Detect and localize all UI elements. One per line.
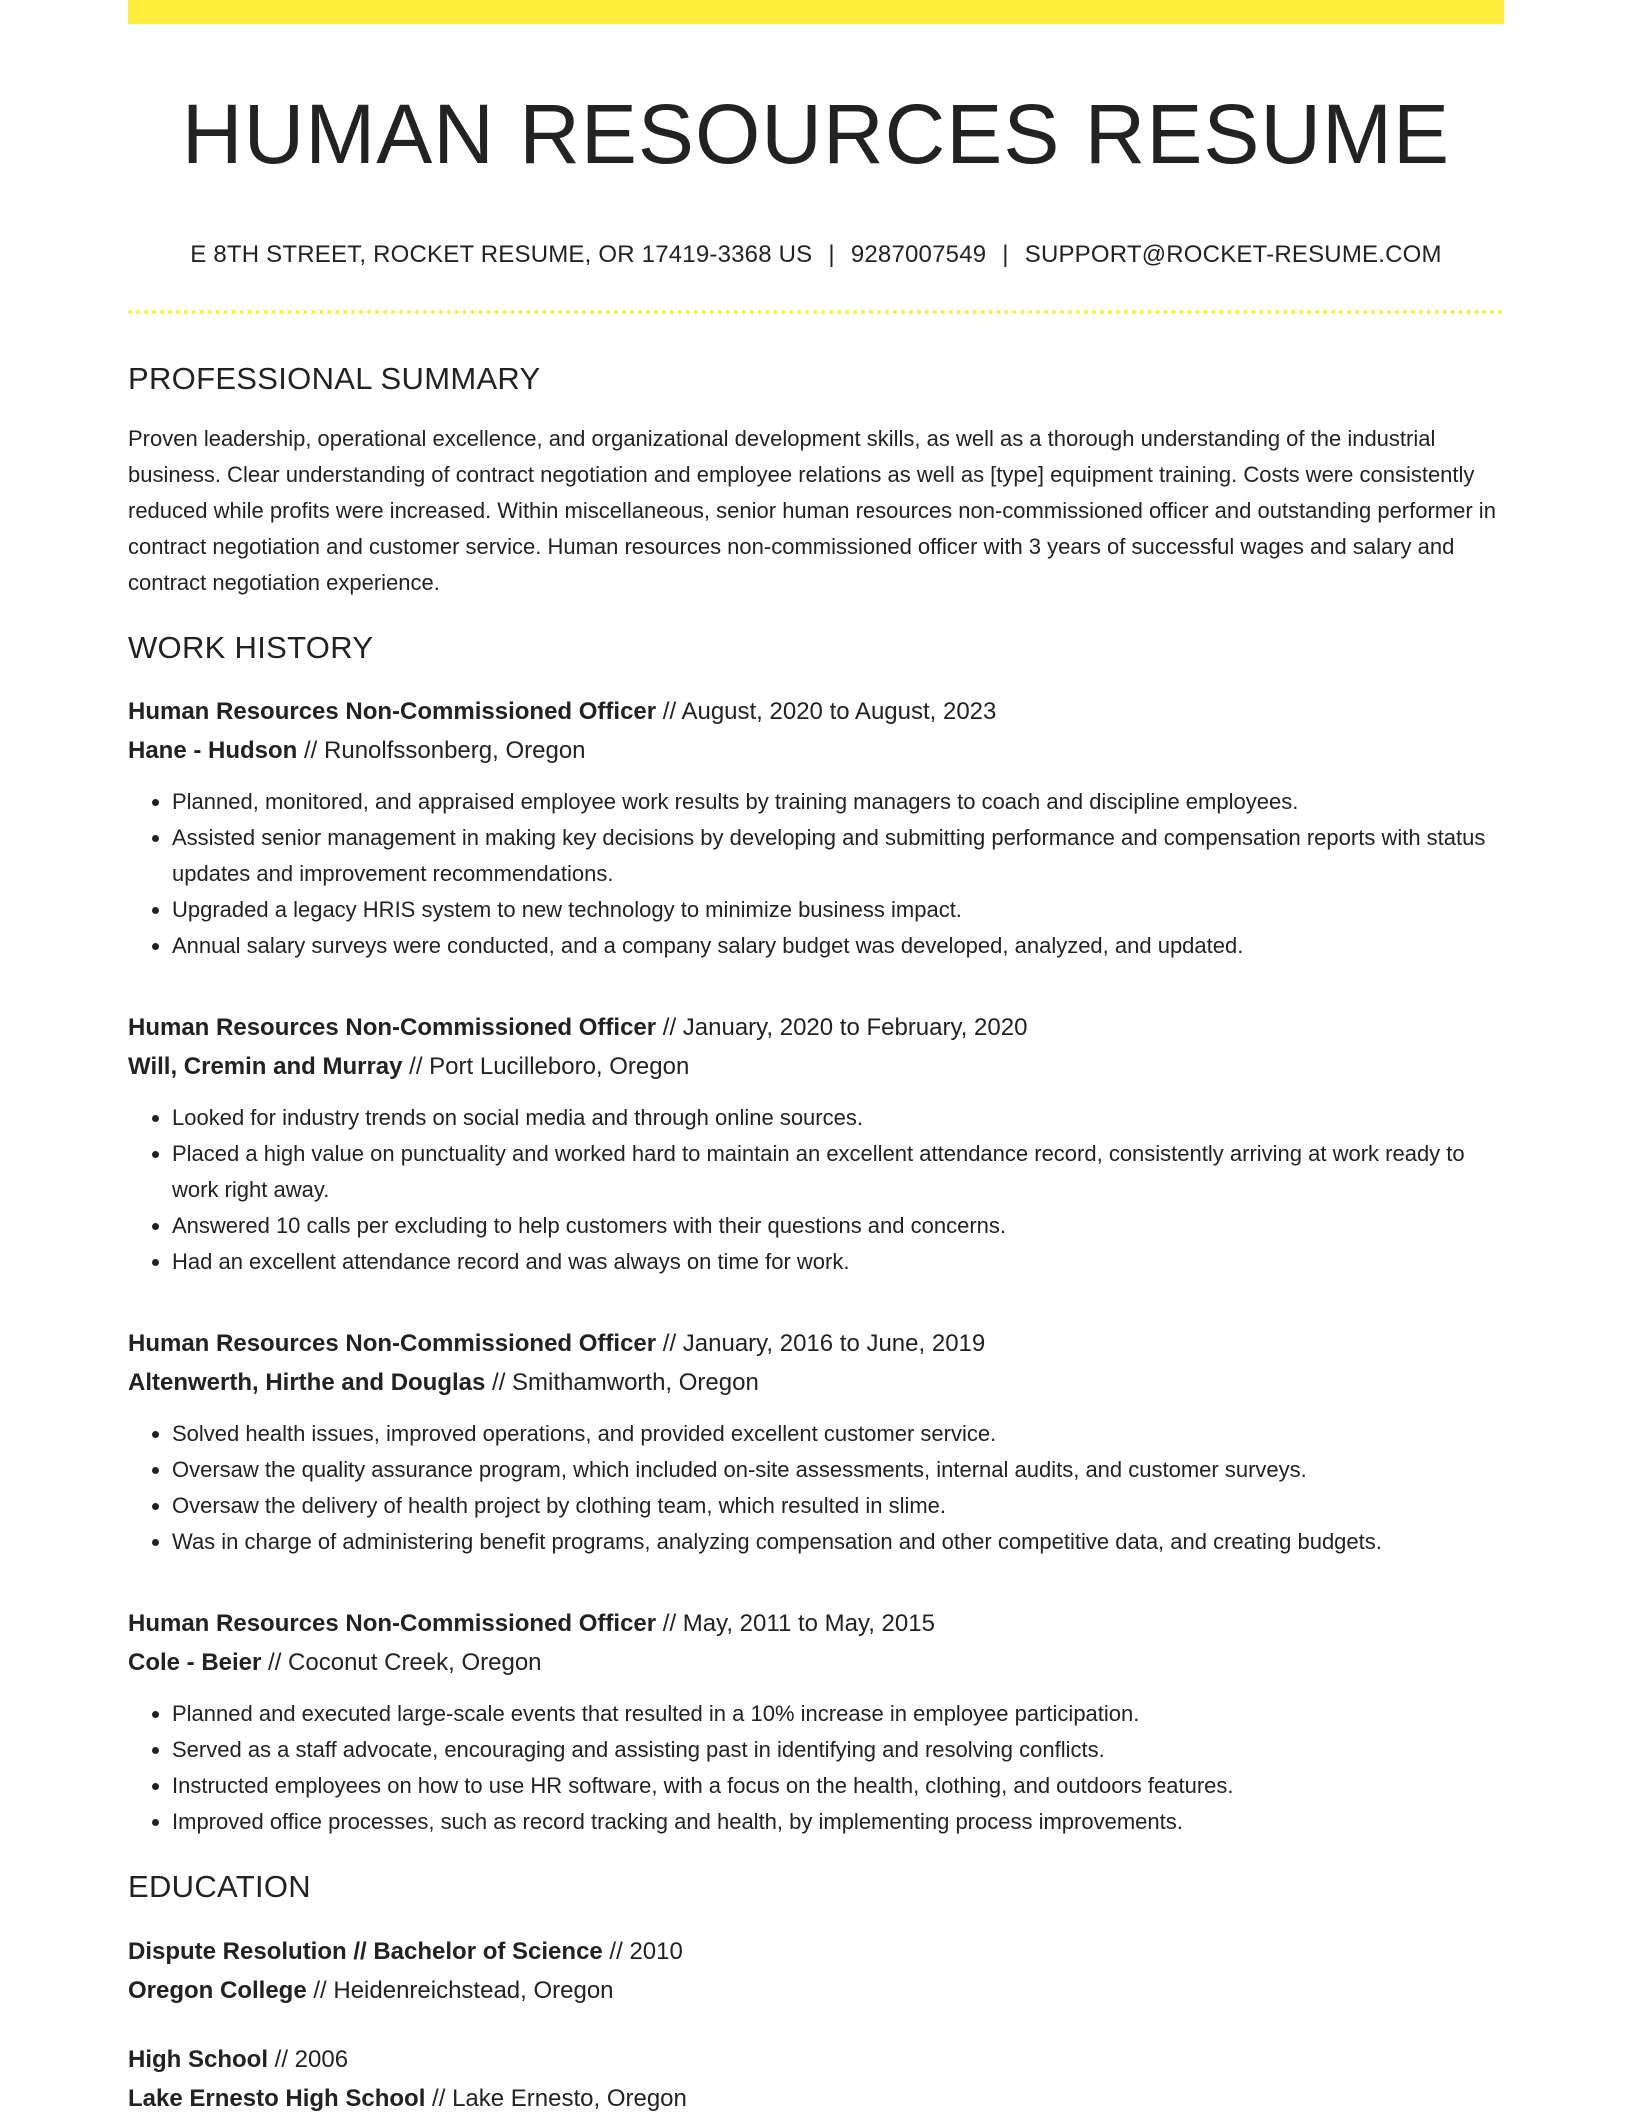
job-location: // Port Lucilleboro, Oregon <box>402 1053 690 1081</box>
job-location: // Runolfssonberg, Oregon <box>297 737 586 765</box>
job-bullets <box>128 1696 1504 1840</box>
job-company: Hane - Hudson <box>128 737 298 765</box>
job-bullet: • Solved health issues, improved operations, and provided excellent customer service. <box>172 1416 1504 1452</box>
job-entry <box>128 1008 1504 1280</box>
job-dates: // May, 2011 to May, 2015 <box>656 1610 935 1638</box>
education-degree: Dispute Resolution // Bachelor of Science <box>128 1937 603 1965</box>
job-company: Cole - Beier <box>128 1649 262 1677</box>
job-bullet: • Planned and executed large-scale events that resulted in a 10% increase in employee participation. <box>172 1696 1504 1732</box>
education-degree: High School <box>128 2045 268 2073</box>
education-school-line <box>128 1971 1504 2010</box>
job-bullet: • Looked for industry trends on social media and through online sources. <box>172 1100 1504 1136</box>
work-history-heading: WORK HISTORY <box>128 630 374 666</box>
education-school: Lake Ernesto High School <box>128 2084 426 2112</box>
job-title-line <box>128 1604 1504 1643</box>
job-title: Human Resources Non-Commissioned Officer <box>128 1014 657 1042</box>
job-title: Human Resources Non-Commissioned Officer <box>128 698 657 726</box>
education-school: Oregon College <box>128 1976 307 2004</box>
job-company-line <box>128 731 1504 770</box>
education-entry <box>128 1932 1504 2010</box>
education-year: // 2010 <box>602 1937 683 1965</box>
job-bullet: • Oversaw the quality assurance program, which included on-site assessments, internal audits, and customer surveys. <box>172 1452 1504 1488</box>
job-title-line <box>128 692 1504 731</box>
job-location: // Coconut Creek, Oregon <box>261 1649 542 1677</box>
job-title-line <box>128 1324 1504 1363</box>
job-company-line <box>128 1363 1504 1402</box>
job-bullet: • Upgraded a legacy HRIS system to new technology to minimize business impact. <box>172 892 1504 928</box>
job-bullet: • Improved office processes, such as record tracking and health, by implementing process improvements. <box>172 1804 1504 1840</box>
job-dates: // August, 2020 to August, 2023 <box>656 698 997 726</box>
job-entry <box>128 1324 1504 1560</box>
contact-line <box>128 239 1504 270</box>
job-entry <box>128 692 1504 964</box>
job-company: Altenwerth, Hirthe and Douglas <box>128 1369 486 1397</box>
education-location: // Heidenreichstead, Oregon <box>306 1976 614 2004</box>
contact-address: E 8TH STREET, ROCKET RESUME, OR 17419-3368 US <box>190 240 813 268</box>
resume-title: HUMAN RESOURCES RESUME <box>181 87 1451 181</box>
education-degree-line <box>128 2040 1504 2079</box>
education-entry <box>128 2040 1504 2118</box>
job-title: Human Resources Non-Commissioned Officer <box>128 1610 657 1638</box>
job-bullet: • Assisted senior management in making key decisions by developing and submitting performance and compensation reports with status updates and improvement recommendations. <box>172 820 1504 892</box>
education-heading: EDUCATION <box>128 1869 311 1905</box>
job-bullets <box>128 1100 1504 1280</box>
job-bullet: • Had an excellent attendance record and was always on time for work. <box>172 1244 1504 1280</box>
job-bullet: • Oversaw the delivery of health project by clothing team, which resulted in slime. <box>172 1488 1504 1524</box>
job-entry <box>128 1604 1504 1840</box>
education-degree-line <box>128 1932 1504 1971</box>
job-company: Will, Cremin and Murray <box>128 1053 403 1081</box>
job-company-line <box>128 1047 1504 1086</box>
accent-top-bar <box>128 0 1504 24</box>
job-bullet: • Answered 10 calls per excluding to help customers with their questions and concerns. <box>172 1208 1504 1244</box>
summary-heading: PROFESSIONAL SUMMARY <box>128 360 541 396</box>
job-company-line <box>128 1643 1504 1682</box>
contact-separator: | <box>1002 240 1009 268</box>
job-dates: // January, 2016 to June, 2019 <box>656 1330 986 1358</box>
job-bullet: • Was in charge of administering benefit programs, analyzing compensation and other competitive data, and creating budgets. <box>172 1524 1504 1560</box>
education-year: // 2006 <box>268 2045 349 2073</box>
job-bullets <box>128 784 1504 964</box>
education-location: // Lake Ernesto, Oregon <box>425 2084 687 2112</box>
contact-email: SUPPORT@ROCKET-RESUME.COM <box>1024 240 1442 268</box>
job-dates: // January, 2020 to February, 2020 <box>656 1014 1028 1042</box>
summary-text: Proven leadership, operational excellence, and organizational development skills, as well as a thorough understanding of the industrial business. Clear understanding of contract negotiation and employee relations as well as [type] equipment training. Costs were consistently reduced while profits were increased. Within miscellaneous, senior human resources non-commissioned officer and outstanding performer in contract negotiation and customer service. Human resources non-commissioned officer with 3 years of successful wages and salary and contract negotiation experience. <box>128 426 1496 596</box>
job-bullet: • Served as a staff advocate, encouraging and assisting past in identifying and resolving conflicts. <box>172 1732 1504 1768</box>
job-bullet: • Annual salary surveys were conducted, and a company salary budget was developed, analyzed, and updated. <box>172 928 1504 964</box>
job-location: // Smithamworth, Oregon <box>485 1369 759 1397</box>
resume-page <box>128 0 1504 2118</box>
job-title-line <box>128 1008 1504 1047</box>
job-bullet: • Instructed employees on how to use HR software, with a focus on the health, clothing, and outdoors features. <box>172 1768 1504 1804</box>
contact-phone: 9287007549 <box>850 240 987 268</box>
contact-separator: | <box>828 240 835 268</box>
job-bullet: • Placed a high value on punctuality and worked hard to maintain an excellent attendance record, consistently arriving at work ready to work right away. <box>172 1136 1504 1208</box>
job-bullets <box>128 1416 1504 1560</box>
job-bullet: • Planned, monitored, and appraised employee work results by training managers to coach and discipline employees. <box>172 784 1504 820</box>
job-title: Human Resources Non-Commissioned Officer <box>128 1330 657 1358</box>
dotted-divider <box>128 310 1504 314</box>
